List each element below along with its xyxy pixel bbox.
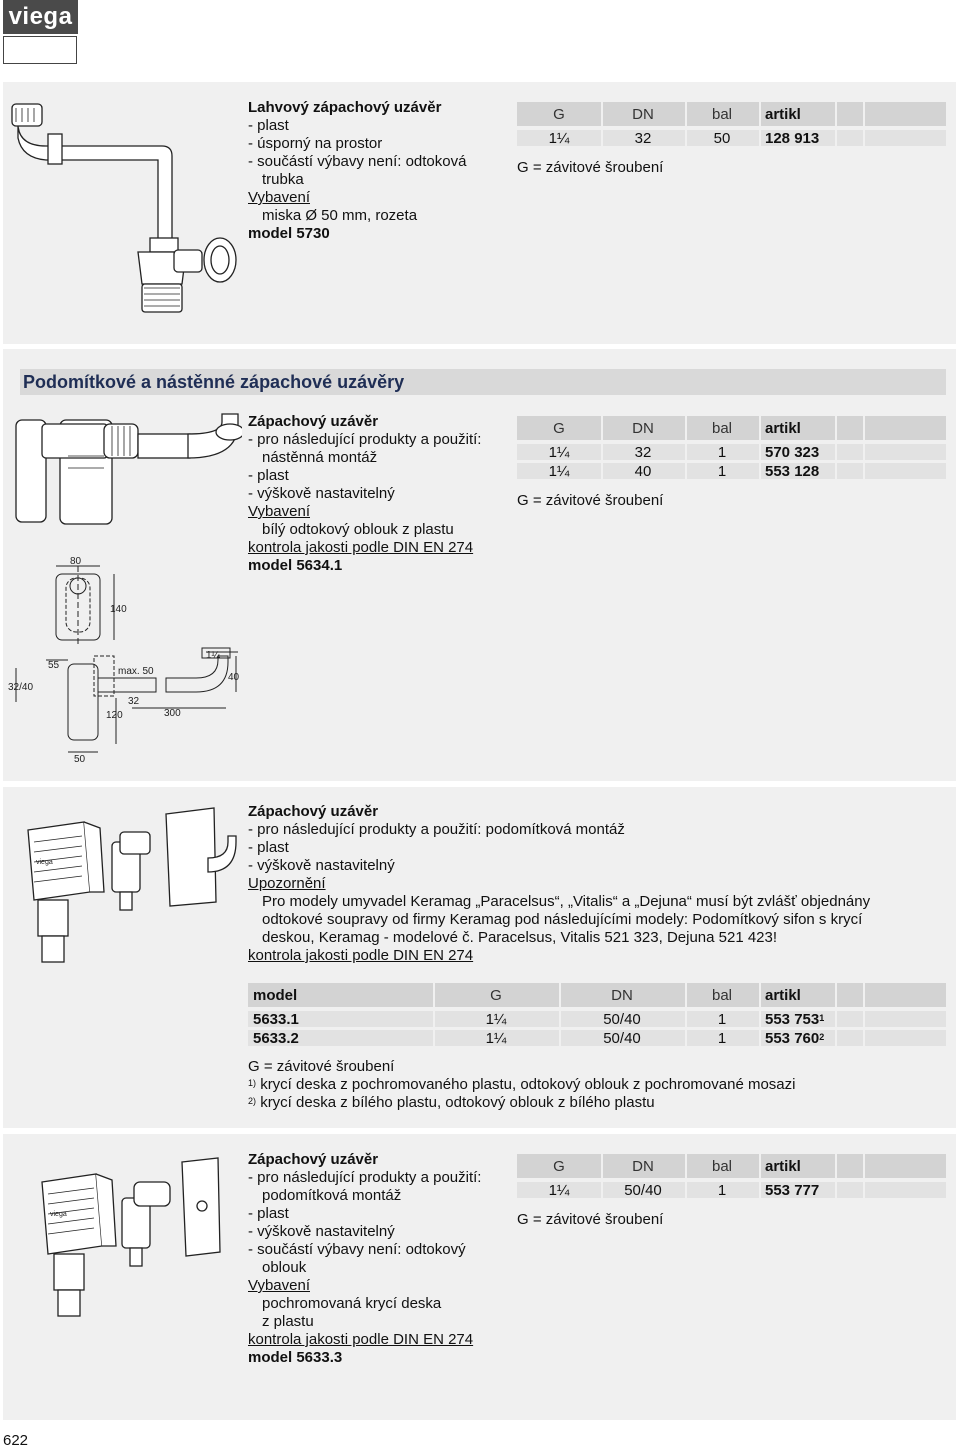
description-line: - plast	[248, 467, 289, 484]
wall-trap-illustration	[12, 412, 242, 536]
cell-g: 1¼	[485, 1030, 507, 1047]
cell-g: 1¼	[548, 130, 570, 147]
description-line: Vybavení	[248, 1277, 310, 1294]
cell-bal: 1	[717, 463, 727, 480]
col-model: model	[253, 987, 298, 1004]
thread-note: G = závitové šroubení	[517, 492, 664, 509]
concealed-trap-illustration	[24, 802, 246, 966]
description-line: Zápachový uzávěr	[248, 1151, 379, 1168]
cell-g: 1¼	[548, 444, 570, 461]
cell-bal: 1	[717, 1011, 727, 1028]
cell-artikl: 570 323	[765, 444, 820, 461]
cell-bal: 50	[713, 130, 731, 147]
description-line: model 5634.1	[248, 557, 343, 574]
description-line: Pro modely umyvadel Keramag „Paracelsus“, „Vitalis“ a „Dejuna“ musí být zvlášť objednány	[262, 893, 871, 910]
col-artikl: artikl	[765, 1158, 801, 1175]
description-line: pochromovaná krycí deska	[262, 1295, 442, 1312]
col-artikl: artikl	[765, 106, 801, 123]
cell-bal: 1	[717, 444, 727, 461]
description-line: z plastu	[262, 1313, 314, 1330]
svg-text:40: 40	[228, 672, 240, 683]
description-line: - součástí výbavy není: odtokový	[248, 1241, 466, 1258]
description-line: - pro následující produkty a použití: podomítková montáž	[248, 821, 625, 838]
col-g: G	[553, 106, 565, 123]
cell-model: 5633.1	[253, 1011, 299, 1028]
description-line: Vybavení	[248, 189, 310, 206]
cell-model: 5633.2	[253, 1030, 299, 1047]
cell-g: 1¼	[485, 1011, 507, 1028]
cell-g: 1¼	[548, 1182, 570, 1199]
description-line: - součástí výbavy není: odtoková	[248, 153, 467, 170]
col-dn: DN	[632, 106, 654, 123]
description-line: model 5633.3	[248, 1349, 343, 1366]
description-line: odtokové soupravy od firmy Keramag pod následujícími modely: Podomítkový sifon s krycí	[262, 911, 863, 928]
cell-bal: 1	[717, 1030, 727, 1047]
footnote-1: $^{1)}$ krycí deska z pochromovaného plastu, odtokový oblouk z pochromované mosazi	[248, 1076, 796, 1093]
viega-logo: viega	[3, 0, 78, 34]
description-line: - úsporný na prostor	[248, 135, 383, 152]
thread-note: G = závitové šroubení	[248, 1058, 395, 1075]
cell-bal: 1	[717, 1182, 727, 1199]
cell-g: 1¼	[548, 463, 570, 480]
page-number: 622	[3, 1432, 29, 1449]
footnote-2: $^{2)}$ krycí deska z bílého plastu, odtokový oblouk z bílého plastu	[248, 1094, 655, 1111]
thread-note: G = závitové šroubení	[517, 1211, 664, 1228]
cell-artikl: 553 $760^2$	[765, 1030, 825, 1047]
description-line: nástěnná montáž	[262, 449, 378, 466]
description-line: Lahvový zápachový uzávěr	[248, 99, 442, 116]
bottle-trap-illustration	[10, 98, 245, 323]
svg-text:1¼: 1¼	[206, 650, 220, 661]
svg-text:max. 50: max. 50	[118, 666, 154, 677]
cell-dn: 50/40	[624, 1182, 662, 1199]
cell-artikl: 553 777	[765, 1182, 820, 1199]
concealed-trap-chrome-illustration	[38, 1152, 228, 1322]
cell-dn: 32	[634, 130, 652, 147]
col-dn: DN	[632, 420, 654, 437]
description-line: Upozornění	[248, 875, 326, 892]
description-line: - pro následující produkty a použití:	[248, 1169, 482, 1186]
svg-text:55: 55	[48, 660, 60, 671]
cell-dn: 32	[634, 444, 652, 461]
thread-note: G = závitové šroubení	[517, 159, 664, 176]
description-line: miska Ø 50 mm, rozeta	[262, 207, 418, 224]
description-line: - výškově nastavitelný	[248, 1223, 395, 1240]
cell-dn: 50/40	[603, 1030, 641, 1047]
svg-text:50: 50	[74, 754, 86, 762]
cell-dn: 50/40	[603, 1011, 641, 1028]
col-g: G	[553, 420, 565, 437]
col-g: G	[490, 987, 502, 1004]
col-g: G	[553, 1158, 565, 1175]
cell-artikl: 553 128	[765, 463, 820, 480]
description-line: kontrola jakosti podle DIN EN 274	[248, 1331, 474, 1348]
description-line: kontrola jakosti podle DIN EN 274	[248, 947, 474, 964]
svg-text:300: 300	[164, 708, 181, 719]
description-line: - výškově nastavitelný	[248, 485, 395, 502]
col-bal: bal	[711, 1158, 733, 1175]
description-line: deskou, Keramag - modelové č. Paracelsus, Vitalis 521 323, Dejuna 521 423!	[262, 929, 778, 946]
svg-text:80: 80	[70, 556, 82, 567]
svg-text:140: 140	[110, 604, 127, 615]
section-title: Podomítkové a nástěnné zápachové uzávěry	[23, 372, 405, 392]
svg-text:32: 32	[128, 696, 140, 707]
col-bal: bal	[711, 987, 733, 1004]
logo-box	[3, 36, 77, 64]
col-artikl: artikl	[765, 987, 801, 1004]
description-line: - výškově nastavitelný	[248, 857, 395, 874]
description-line: podomítková montáž	[262, 1187, 402, 1204]
description-line: model 5730	[248, 225, 330, 242]
col-bal: bal	[711, 420, 733, 437]
cell-artikl: 128 913	[765, 130, 820, 147]
description-line: bílý odtokový oblouk z plastu	[262, 521, 454, 538]
description-line: Vybavení	[248, 503, 310, 520]
col-dn: DN	[611, 987, 633, 1004]
description-line: kontrola jakosti podle DIN EN 274	[248, 539, 474, 556]
description-line: oblouk	[262, 1259, 307, 1276]
description-line: - plast	[248, 839, 289, 856]
description-line: Zápachový uzávěr	[248, 413, 379, 430]
col-artikl: artikl	[765, 420, 801, 437]
svg-text:viega: viega	[50, 1211, 67, 1218]
cell-artikl: 553 $753^1$	[765, 1011, 825, 1028]
description-line: - pro následující produkty a použití:	[248, 431, 482, 448]
cell-dn: 40	[634, 463, 652, 480]
col-dn: DN	[632, 1158, 654, 1175]
description-line: trubka	[262, 171, 304, 188]
description-line: Zápachový uzávěr	[248, 803, 379, 820]
svg-text:120: 120	[106, 710, 123, 721]
svg-text:32/40: 32/40	[8, 682, 34, 693]
col-bal: bal	[711, 106, 733, 123]
svg-text:viega: viega	[36, 859, 53, 866]
description-line: - plast	[248, 1205, 289, 1222]
wall-trap-dimension-drawing	[6, 556, 246, 762]
description-line: - plast	[248, 117, 289, 134]
